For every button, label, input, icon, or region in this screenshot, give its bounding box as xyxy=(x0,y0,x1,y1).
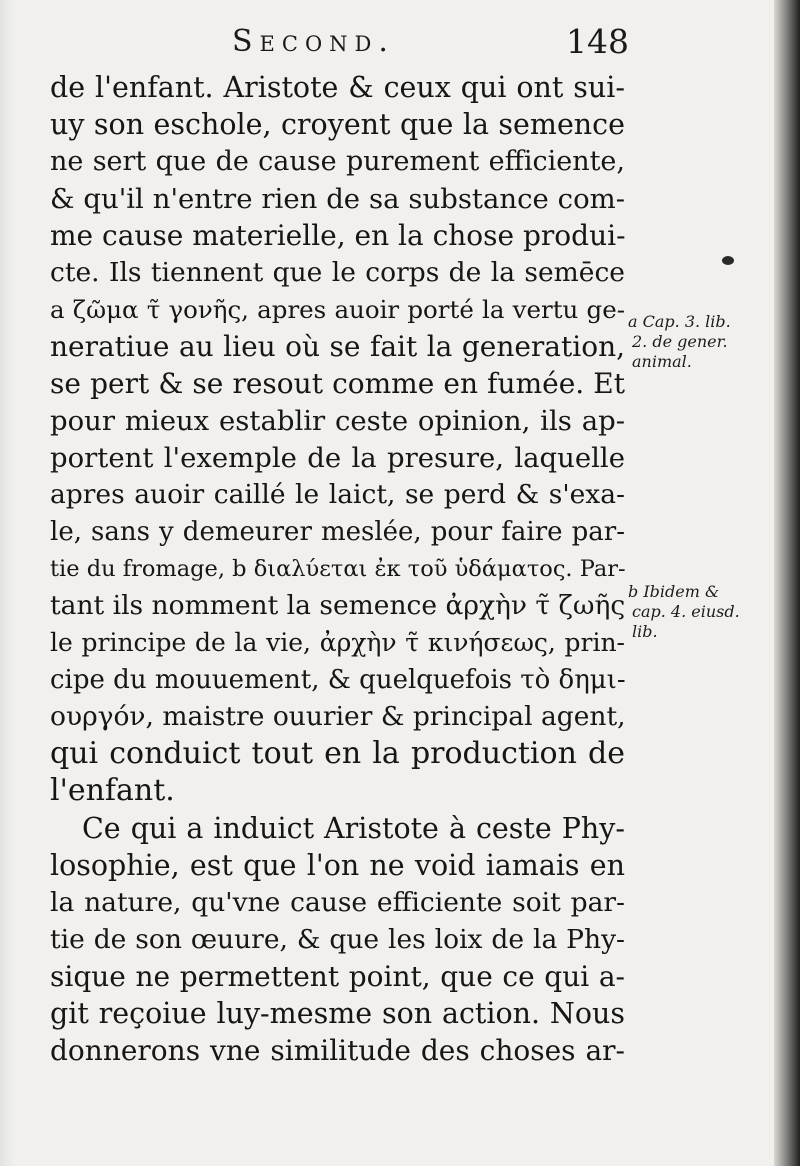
text-line: cipe du mouuement, & quelquefois τὸ δημι- xyxy=(50,665,626,695)
margin-note-line: cap. 4. eiusd. xyxy=(632,602,740,621)
text-line: tant ils nomment la semence ἀρχὴν τ̃ ζωῆς xyxy=(50,590,626,621)
text-line: sique ne permettent point, que ce qui a- xyxy=(50,960,625,993)
text-line: la nature, qu'vne cause efficiente soit par- xyxy=(50,887,625,918)
page-header xyxy=(0,18,800,68)
text-line: l'enfant. xyxy=(50,773,175,808)
text-line: se pert & se resout comme en fumée. Et xyxy=(50,367,625,400)
text-line: tie de son œuure, & que les loix de la Phy- xyxy=(50,924,625,955)
text-line: qui conduict tout en la production de xyxy=(50,736,625,771)
text-line: apres auoir caillé le laict, se perd & s'exa- xyxy=(50,479,625,510)
text-line: uy son eschole, croyent que la semence xyxy=(50,108,625,141)
text-line: de l'enfant. Aristote & ceux qui ont sui- xyxy=(50,71,625,104)
text-line: donnerons vne similitude des choses ar- xyxy=(50,1034,625,1067)
text-line: le principe de la vie, ἀρχὴν τ̃ κινήσεως, prin- xyxy=(50,628,625,657)
margin-note-a xyxy=(628,312,778,372)
text-line: le, sans y demeurer meslée, pour faire par- xyxy=(50,517,625,547)
ink-speck xyxy=(722,256,734,265)
running-head: Second. xyxy=(232,24,395,59)
text-line: portent l'exemple de la presure, laquelle xyxy=(50,442,625,474)
text-line: Ce qui a induict Aristote à ceste Phy- xyxy=(82,812,625,845)
page-number: 148 xyxy=(566,22,629,61)
margin-note-b xyxy=(628,582,778,642)
margin-note-line: a Cap. 3. lib. xyxy=(628,312,731,331)
text-line: ουργόν, maistre ouurier & principal agent, xyxy=(50,701,626,732)
margin-note-line: animal. xyxy=(632,352,692,371)
text-line: losophie, est que l'on ne void iamais en xyxy=(50,849,625,882)
text-line: me cause materielle, en la chose produi- xyxy=(50,219,626,252)
text-line: neratiue au lieu où se fait la generation, xyxy=(50,330,625,363)
margin-note-line: b Ibidem & xyxy=(628,582,720,601)
text-line: pour mieux establir ceste opinion, ils ap- xyxy=(50,405,625,437)
text-line: tie du fromage, b διαλύεται ἐκ τοῦ ὑδάματος. Par- xyxy=(50,556,626,582)
text-line: ne sert que de cause purement efficiente, xyxy=(50,146,625,177)
text-line: & qu'il n'entre rien de sa substance com- xyxy=(50,183,625,215)
margin-note-line: lib. xyxy=(632,622,658,641)
text-line: cte. Ils tiennent que le corps de la semēce xyxy=(50,257,625,288)
page-edge-left xyxy=(0,0,14,1166)
text-line: a ζῶμα τ̃ γονῆς, apres auoir porté la vertu ge- xyxy=(50,295,625,324)
margin-note-line: 2. de gener. xyxy=(632,332,728,351)
text-line: git reçoiue luy-mesme son action. Nous xyxy=(50,997,625,1030)
